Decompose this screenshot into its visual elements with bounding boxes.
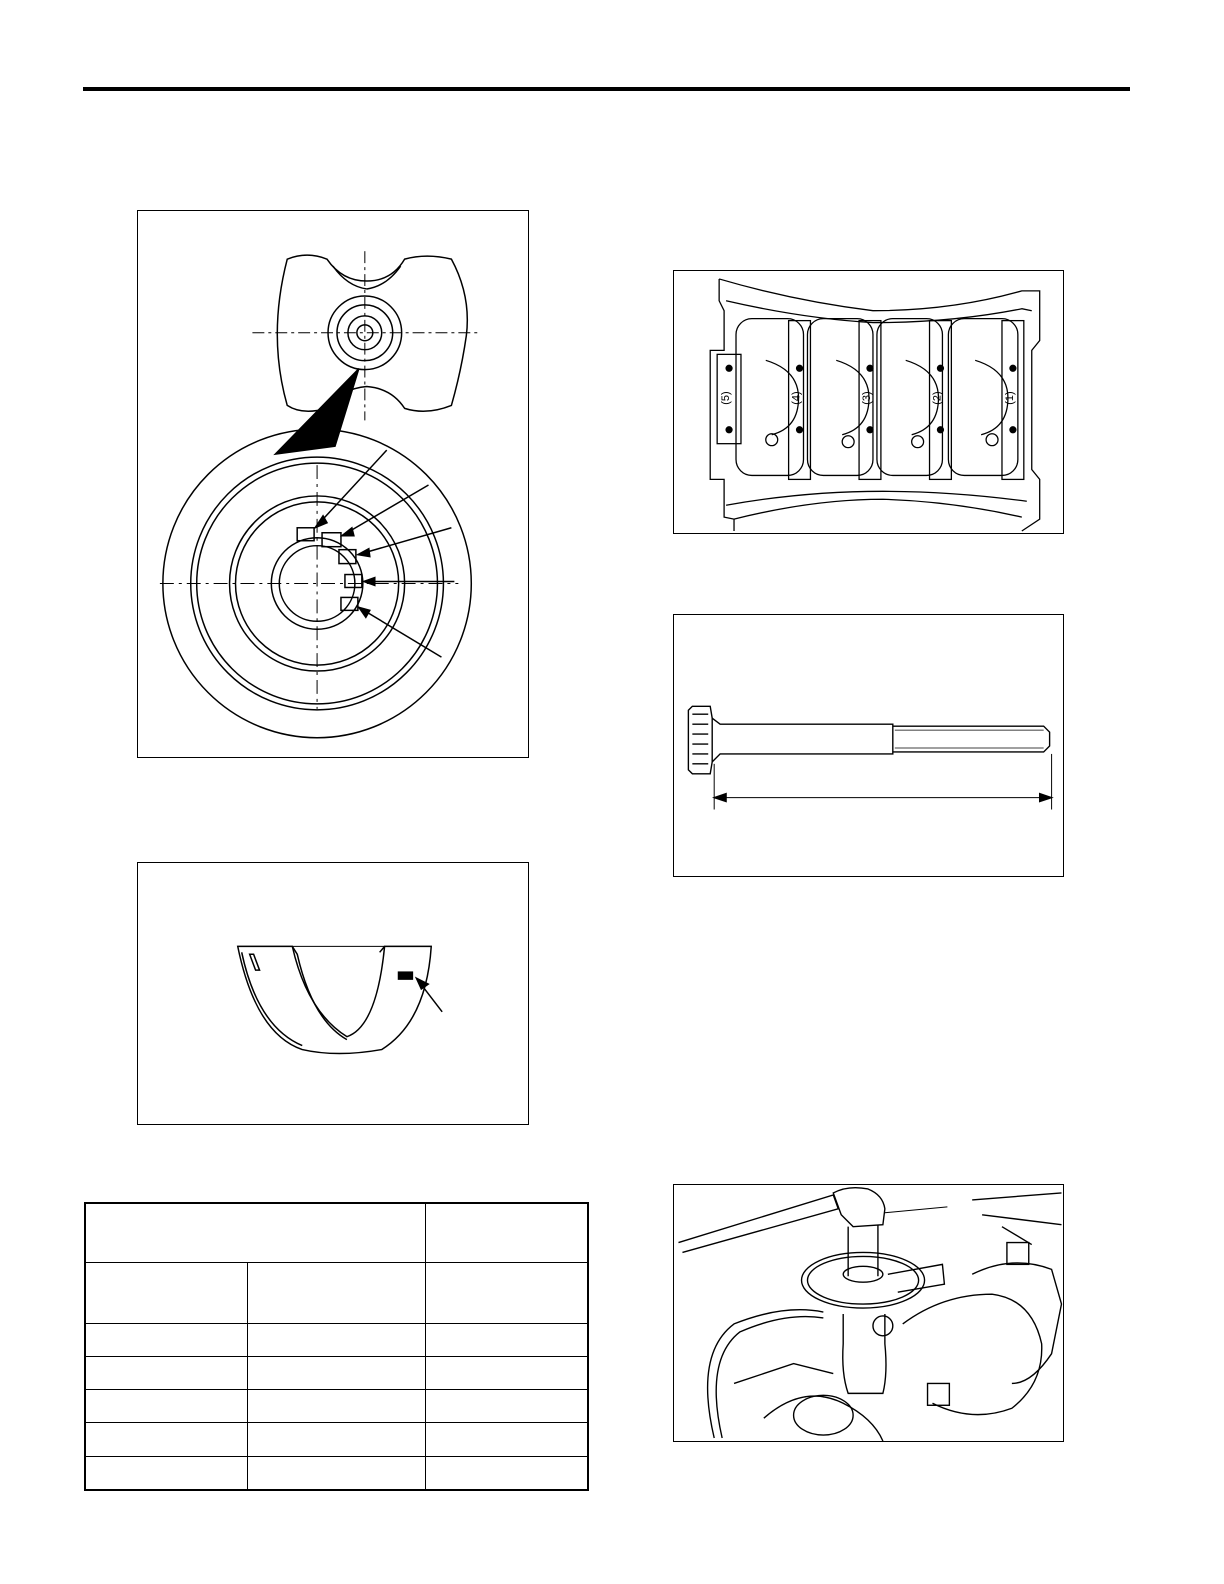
table-cell: [247, 1356, 425, 1389]
table-row: [85, 1422, 588, 1456]
bearing-shell-drawing: [138, 863, 528, 1124]
angle-gauge-figure: [673, 1184, 1064, 1442]
crankshaft-drawing: [138, 211, 528, 757]
table-cell: [426, 1422, 588, 1456]
table-cell: [247, 1323, 425, 1356]
table-cell: [85, 1456, 247, 1490]
table-cell: [85, 1356, 247, 1389]
header-rule: [83, 87, 1130, 91]
journal-label: (1): [1003, 391, 1016, 405]
table-cell: [85, 1389, 247, 1422]
table-cell: [85, 1323, 247, 1356]
bearing-shell-figure: [137, 862, 529, 1125]
table-header-cell: [85, 1203, 426, 1262]
table-subheader-cell: [85, 1262, 247, 1323]
table-header-cell: [426, 1203, 588, 1262]
table-cell: [426, 1323, 588, 1356]
table-cell: [426, 1356, 588, 1389]
journal-label: (2): [931, 391, 944, 405]
table-cell: [85, 1422, 247, 1456]
table-cell: [426, 1456, 588, 1490]
cylinder-block-drawing: [674, 271, 1063, 533]
bolt-length-drawing: [674, 615, 1063, 876]
table-cell: [247, 1456, 425, 1490]
journal-label: (5): [720, 391, 733, 405]
table-row: [85, 1323, 588, 1356]
table-cell: [247, 1422, 425, 1456]
table-subheader-cell: [247, 1262, 425, 1323]
journal-label: (3): [860, 391, 873, 405]
table-header-row: [85, 1203, 588, 1262]
table-row: [85, 1356, 588, 1389]
table-cell: [247, 1389, 425, 1422]
table-cell: [426, 1389, 588, 1422]
angle-gauge-drawing: [674, 1185, 1063, 1441]
journal-label: (4): [790, 391, 803, 405]
crankshaft-marks-figure: [137, 210, 529, 758]
spec-table: [84, 1202, 589, 1491]
table-subheader-row: [85, 1262, 588, 1323]
table-row: [85, 1456, 588, 1490]
table-subheader-cell: [426, 1262, 588, 1323]
cylinder-block-figure: [673, 270, 1064, 534]
table-row: [85, 1389, 588, 1422]
bolt-length-figure: [673, 614, 1064, 877]
